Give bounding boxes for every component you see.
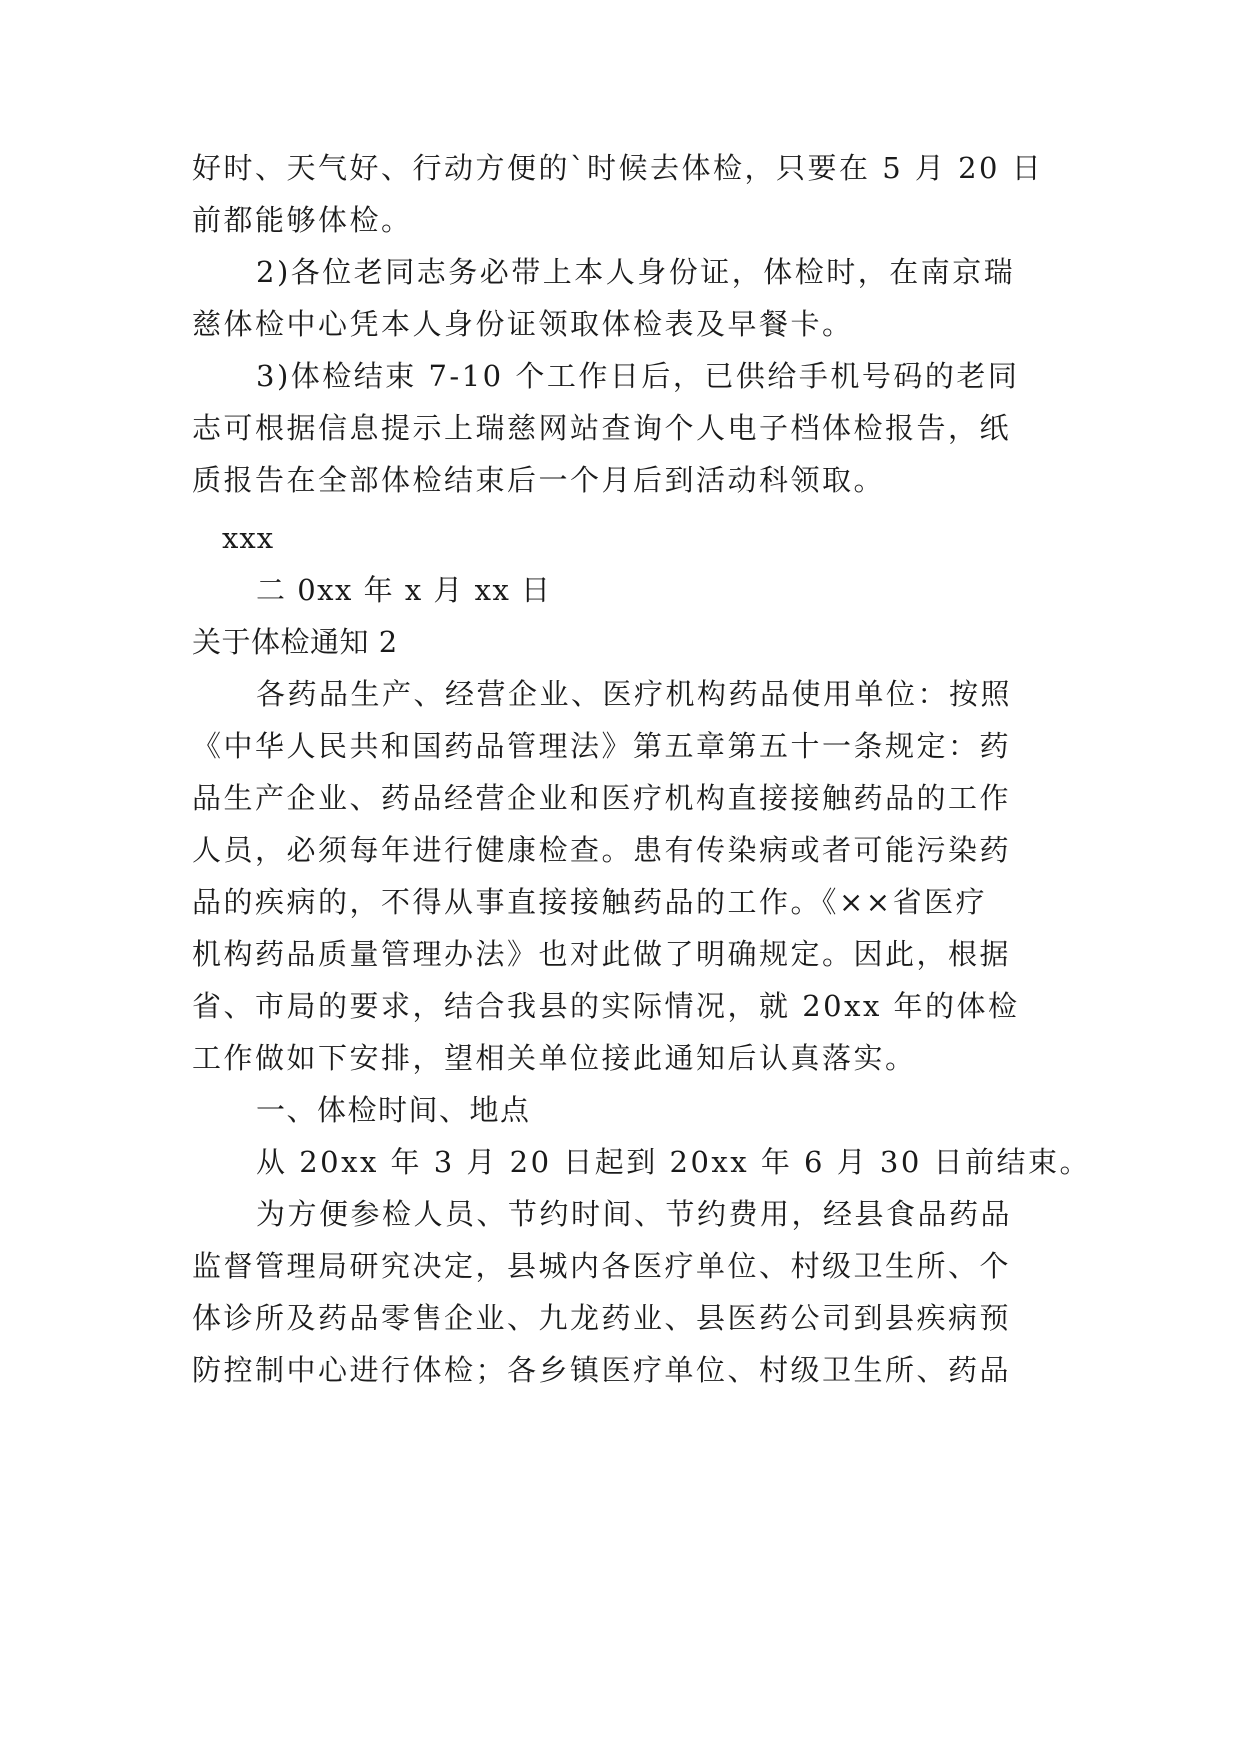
paragraph-line: 志可根据信息提示上瑞慈网站查询个人电子档体检报告，纸 [192, 411, 1012, 445]
paragraph-line: 监督管理局研究决定，县城内各医疗单位、村级卫生所、个 [192, 1249, 1012, 1283]
section-heading: 关于体检通知 2 [192, 625, 398, 659]
paragraph-line: 从 20xx 年 3 月 20 日起到 20xx 年 6 月 30 日前结束。 [256, 1145, 1092, 1179]
paragraph-line: 质报告在全部体检结束后一个月后到活动科领取。 [192, 463, 886, 497]
paragraph-line: 3)体检结束 7-10 个工作日后，已供给手机号码的老同 [256, 359, 1020, 393]
paragraph-line: 慈体检中心凭本人身份证领取体检表及早餐卡。 [192, 307, 854, 341]
subsection-heading: 一、体检时间、地点 [256, 1093, 531, 1127]
paragraph-line: 机构药品质量管理办法》也对此做了明确规定。因此，根据 [192, 937, 1012, 971]
paragraph-line: 为方便参检人员、节约时间、节约费用，经县食品药品 [256, 1197, 1013, 1231]
paragraph-line: 品生产企业、药品经营企业和医疗机构直接接触药品的工作 [192, 781, 1012, 815]
paragraph-line: 2)各位老同志务必带上本人身份证，体检时，在南京瑞 [256, 255, 1016, 289]
paragraph-line: 《中华人民共和国药品管理法》第五章第五十一条规定：药 [192, 729, 1012, 763]
paragraph-line: 省、市局的要求，结合我县的实际情况，就 20xx 年的体检 [192, 989, 1020, 1023]
paragraph-line: 工作做如下安排，望相关单位接此通知后认真落实。 [192, 1041, 917, 1075]
paragraph-line: 各药品生产、经营企业、医疗机构药品使用单位：按照 [256, 677, 1013, 711]
paragraph-line: 体诊所及药品零售企业、九龙药业、县医药公司到县疾病预 [192, 1301, 1012, 1335]
signature-date: 二 0xx 年 x 月 xx 日 [256, 573, 552, 607]
paragraph-line: 人员，必须每年进行健康检查。患有传染病或者可能污染药 [192, 833, 1012, 867]
paragraph-line: 防控制中心进行体检；各乡镇医疗单位、村级卫生所、药品 [192, 1353, 1012, 1387]
signer-name: xxx [222, 521, 275, 555]
paragraph-line: 前都能够体检。 [192, 203, 413, 237]
paragraph-line: 好时、天气好、行动方便的`时候去体检，只要在 5 月 20 日 [192, 151, 1044, 185]
paragraph-line: 品的疾病的，不得从事直接接触药品的工作。《××省医疗 [192, 885, 988, 919]
